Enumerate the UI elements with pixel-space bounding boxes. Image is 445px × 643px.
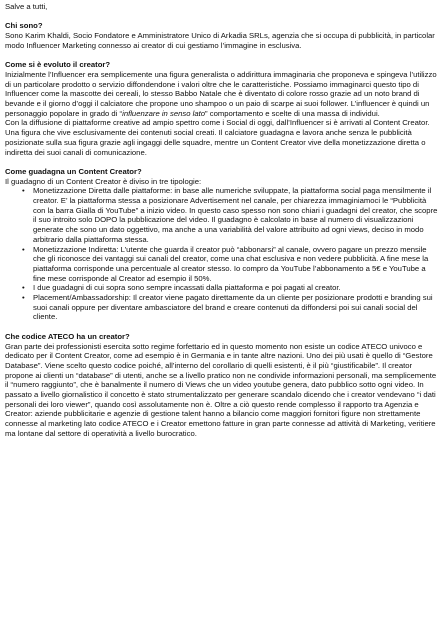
list-item: • Placement/Ambassadorship: Il creator viene pagato direttamente da un cliente per posizionare prodotti e branding sui suoi canali oppure per diventare ambasciatore del brand e creare contenuti da diffondersi poi sui canali social del cliente. xyxy=(33,293,440,322)
evolution-paragraph-1 xyxy=(5,70,440,119)
evolution-text-a: Inizialmente l’Influencer era semplicemente una figura generalista o addirittura immaginaria che proponeva e spingeva l’utilizzo di un particolare prodotto o servizio diffondendone i valori oltre che le caratteristiche. Possiamo immaginarci questo tipo di Influencer come la mascotte dei cereali, lo stesso Babbo Natale che è diventato di colore rosso grazie ad un noto brand di bevande e il giorno d’oggi il calciatore che propone uno shampoo o un paio di scarpe ai suoi follower. L’influencer è quindi un personaggio popolare in grado di “ xyxy=(5,69,437,118)
spacer xyxy=(5,322,440,332)
evolution-italic-phrase: influenzare in senso lato xyxy=(122,108,206,118)
section-heading-ateco: Che codice ATECO ha un creator? xyxy=(5,331,130,341)
earnings-intro: Il guadagno di un Content Creator è diviso in tre tipologie: xyxy=(5,176,202,186)
ateco-paragraph: Gran parte dei professionisti esercita sotto regime forfettario ed in questo momento non esiste un codice ATECO univoco e dedicato per il Content Creator, come ad esempio è in Germania e in tante altre nazioni. Uno dei più usati è quello di “Gestore Database”. Viene scelto questo codice poiché, all’interno del corollario di quelli esistenti, è il più “giustificabile”. Il creator propone ai clienti un “database” di utenti, anche se a livello pratico non ne condivide informazioni personali, ma semplicemente il “numero raggiunto”, che è banalmente il numero di Views che un video youtube genera, dato pubblico sotto ogni video. In passato a livello giornalistico il concetto è stato strumentalizzato per generare scandalo dicendo che i creator vendevano “i dati personali dei loro viewer”, quando così assolutamente non è. Oltre a ciò questo rende complesso il rapporto tra Agenzia e Creator: aziende pubblicitarie e agenzie di gestione talent hanno a bilancio come maggiori fornitori figure non strettamente connesse al marketing lato codice ATECO e i Creator emettono fatture in gran parte connesse ad attività di Marketing, veritiere ma lontane dal settore di operatività a livello burocratico. xyxy=(5,341,437,438)
list-item: • I due guadagni di cui sopra sono sempre incassati dalla piattaforma e poi pagati al creator. xyxy=(33,283,440,293)
greeting: Salve a tutti, xyxy=(5,2,48,11)
evolution-text-b: ” comportamento e scelte di una massa di individui. xyxy=(205,108,380,118)
spacer xyxy=(5,12,440,22)
spacer xyxy=(5,51,440,61)
spacer xyxy=(5,157,440,167)
earnings-list xyxy=(5,186,440,322)
list-item: • Monetizzazione Diretta dalle piattaforme: in base alle numeriche sviluppate, la piattaforma social paga mensilmente il creator. E’ la piattaforma stessa a posizionare Advertisement nel canale, per chiarezza immaginiamoci le “Pubblicità con la barra Gialla di YouTube” a inizio video. In questo caso spesso non sono chiari i guadagni del creator, che scopre il suo introito solo DOPO la pubblicazione del video. Il guadagno è calcolato in base al numero di visualizzazioni generate che sono un dato oggettivo, ma anche a una variabilità del valore attribuito ad ogni views, deciso in modo arbitrario dalla piattaforma stessa. xyxy=(33,186,440,244)
list-item: • Monetizzazione Indiretta: L’utente che guarda il creator può “abbonarsi” al canale, ovvero pagare un prezzo mensile che gli riconosce dei vantaggi sui canali del creator, come una chat esclusiva e non vedere pubblicità. A fine mese la piattaforma corrisponde una percentuale al creator stesso. Io compro da YouTube l’abbonamento a 5€ e YouTube a fine mese corrisponde al Creator ad esempio il 50%. xyxy=(33,245,440,284)
section-heading-guadagno: Come guadagna un Content Creator? xyxy=(5,166,142,176)
section-heading-evoluzione: Come si è evoluto il creator? xyxy=(5,60,111,70)
intro-paragraph: Sono Karim Khaldi, Socio Fondatore e Amministratore Unico di Arkadia SRLs, agenzia che si occupa di pubblicità, in particolar modo Influencer Marketing connesso ai creator di cui gestiamo l’immagine in esclusiva. xyxy=(5,31,435,50)
evolution-paragraph-2: Con la diffusione di piattaforme creative ad ampio spettro come i Social di oggi, dall’Influencer si è arrivati al Content Creator. Una figura che vive esclusivamente dei contenuti social creati. Il calciatore guadagna e lavora anche senza le pubblicità posizionate sulla sua figura grazie agli ingaggi delle squadre, mentre un Content Creator vive della monetizzazione diretta o indiretta dei suoi canali di comunicazione. xyxy=(5,118,430,157)
section-heading-chi-sono: Chi sono? xyxy=(5,21,43,31)
